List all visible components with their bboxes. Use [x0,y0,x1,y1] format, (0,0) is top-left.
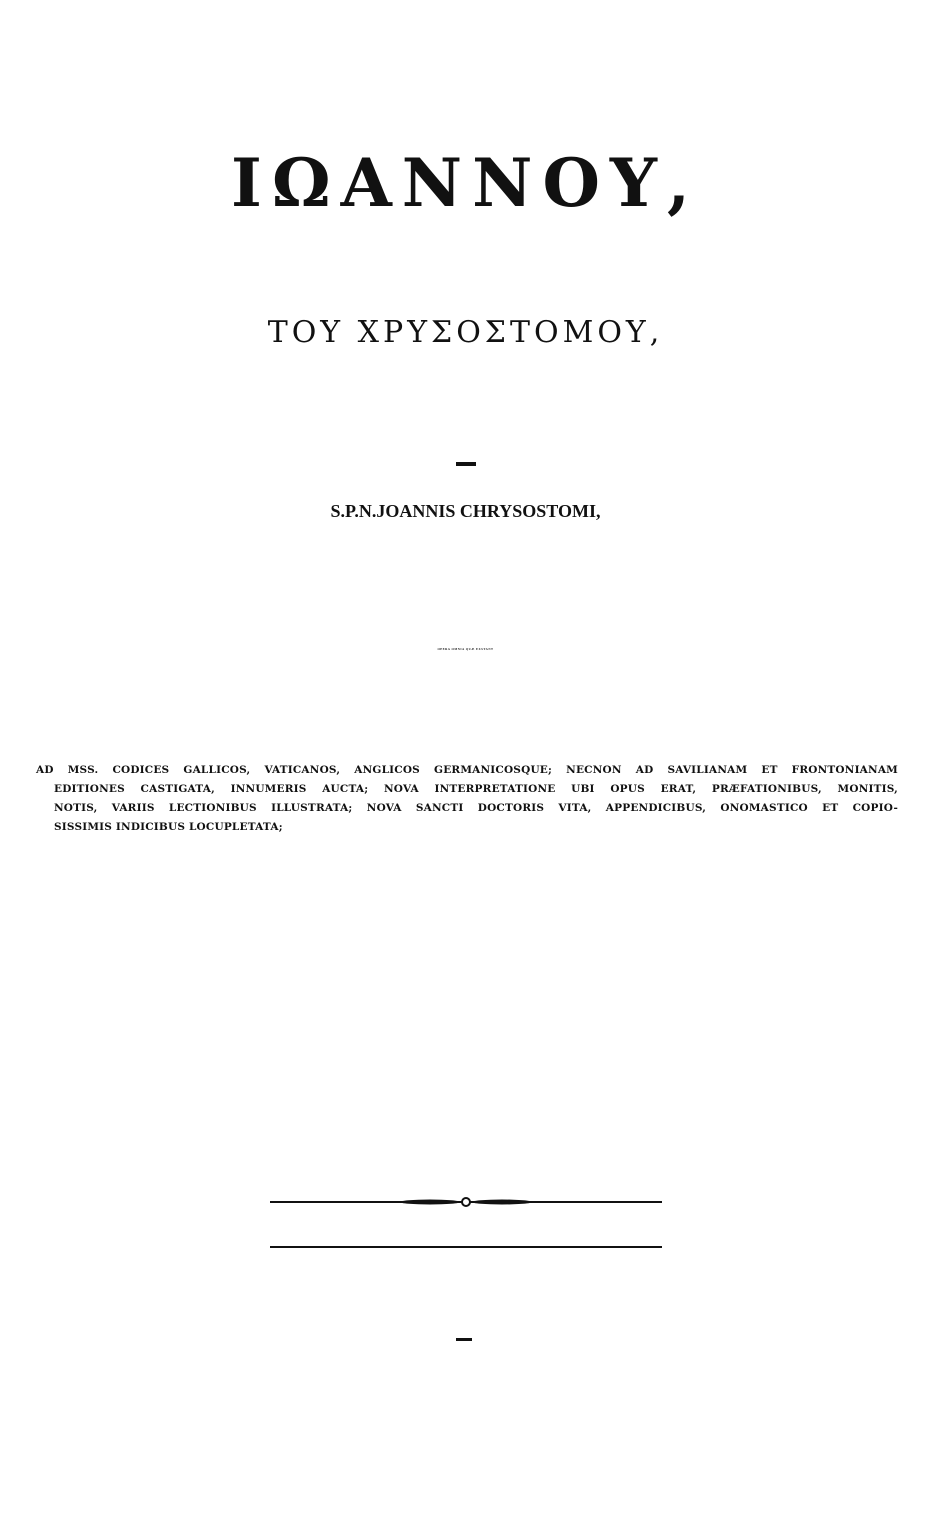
latin-name: S.P.N.JOANNIS CHRYSOSTOMI, [330,501,601,521]
separator-dash-2 [456,1338,472,1341]
description-line-2: EDITIONES CASTIGATA, INNUMERIS AUCTA; NOVA INTERPRETATIONE UBI OPUS ERAT, PRÆFATIONIBUS, MONITIS, [54,783,898,795]
greek-name: ΙΩΑΝΝΟΥ, [230,144,701,222]
description-line-1: AD MSS. CODICES GALLICOS, VATICANOS, ANGLICOS GERMANICOSQUE; NECNON AD SAVILIANAM ET FRONTONIANAM [36,764,898,776]
greek-surname: ΤΟΥ ΧΡΥΣΟΣΤΟΜΟΥ, [267,315,664,350]
ornamental-rule-bottom [270,1244,662,1250]
ornamental-rule-top [270,1192,662,1202]
description-line-4: SISSIMIS INDICIBUS LOCUPLETATA; [54,821,283,833]
ornament-top-svg [270,1197,662,1207]
separator-dash [456,462,476,466]
bottom-rule-line [270,1246,662,1248]
description-line-3: NOTIS, VARIIS LECTIONIBUS ILLUSTRATA; NOVA SANCTI DOCTORIS VITA, APPENDICIBUS, ONOMASTICO ET COPIO- [54,802,898,814]
latin-works: OPERA OMNIA QUÆ EXSTANT [437,647,494,651]
